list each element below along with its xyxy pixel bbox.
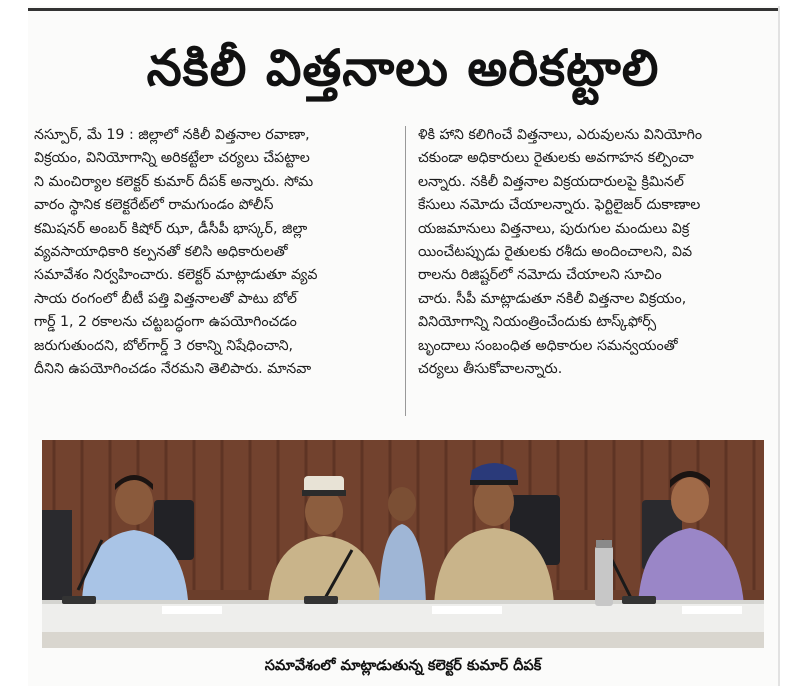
text-line: చారు. సీపీ మాట్లాడుతూ నకిలీ విత్తనాల విక్రయం,	[418, 290, 687, 307]
text-line: కమిషనర్ అంబర్ కిషోర్ ఝా, డీసీపీ భాస్కర్, జిల్లా	[34, 220, 308, 237]
text-line: సాయ రంగంలో బీటీ పత్తి విత్తనాలతో పాటు బోల్	[34, 290, 297, 307]
headline: నకిలీ విత్తనాలు అరికట్టాలి	[146, 39, 660, 97]
right-column	[418, 124, 781, 381]
text-line: వినియోగాన్ని నియంత్రించేందుకు టాస్క్‌ఫోర్స్	[418, 314, 657, 331]
text-line: రాలను రిజిష్టర్‌లో నమోదు చేయాలని సూచిం	[418, 267, 662, 284]
meeting-photo	[42, 440, 764, 648]
text-line: యజమానులు విత్తనాలు, పురుగుల మందులు విక్ర	[418, 220, 690, 237]
text-line: ని మంచిర్యాల కలెక్టర్ కుమార్ దీపక్ అన్నారు. సోమ	[34, 173, 314, 190]
text-line: దీనిని ఉపయోగించడం నేరమని తెలిపారు. మానవా	[34, 360, 312, 377]
text-line: చకుండా అధికారులు రైతులకు అవగాహన కల్పించా	[418, 150, 694, 167]
photo-caption: సమావేశంలో మాట్లాడుతున్న కలెక్టర్ కుమార్ దీపక్	[264, 658, 542, 674]
article-body	[28, 124, 778, 424]
column-divider	[405, 126, 406, 416]
left-column	[34, 124, 397, 381]
text-line: సమావేశం నిర్వహించారు. కలెక్టర్ మాట్లాడుతూ వ్యవ	[34, 267, 318, 284]
text-line: వారం స్థానిక కలెక్టరేట్‌లో రామగుండం పోలీస్	[34, 197, 274, 214]
text-line: లన్నారు. నకిలీ విత్తనాల విక్రయదారులపై క్రిమినల్	[418, 173, 684, 190]
text-line: గార్డ్ 1, 2 రకాలను చట్టబద్ధంగా ఉపయోగించడం	[34, 314, 297, 331]
text-line: వ్యవసాయాధికారి కల్పనతో కలిసి అధికారులతో	[34, 243, 288, 260]
text-line: విక్రయం, వినియోగాన్ని అరికట్టేలా చర్యలు చేపట్టాల	[34, 150, 310, 167]
text-line: యించేటప్పుడు రైతులకు రశీదు అందించాలని, వివ	[418, 243, 693, 260]
text-line: నస్పూర్, మే 19 : జిల్లాలో నకిలీ విత్తనాల రవాణా,	[34, 127, 310, 143]
text-line: కేసులు నమోదు చేయాలన్నారు. ఫెర్టిలైజర్ దుకాణాల	[418, 197, 701, 214]
text-line: చర్యలు తీసుకోవాలన్నారు.	[418, 360, 563, 377]
photo-illustration	[42, 440, 764, 648]
top-rule	[28, 8, 778, 11]
text-line: జరుగుతుందని, బోల్‌గార్డ్ 3 రకాన్ని నిషేధించాని,	[34, 337, 294, 354]
text-line: బృందాలు సంబంధిత అధికారుల సమన్వయంతో	[418, 337, 678, 354]
text-line: ళికి హాని కలిగించే విత్తనాలు, ఎరువులను వినియోగిం	[418, 127, 703, 143]
